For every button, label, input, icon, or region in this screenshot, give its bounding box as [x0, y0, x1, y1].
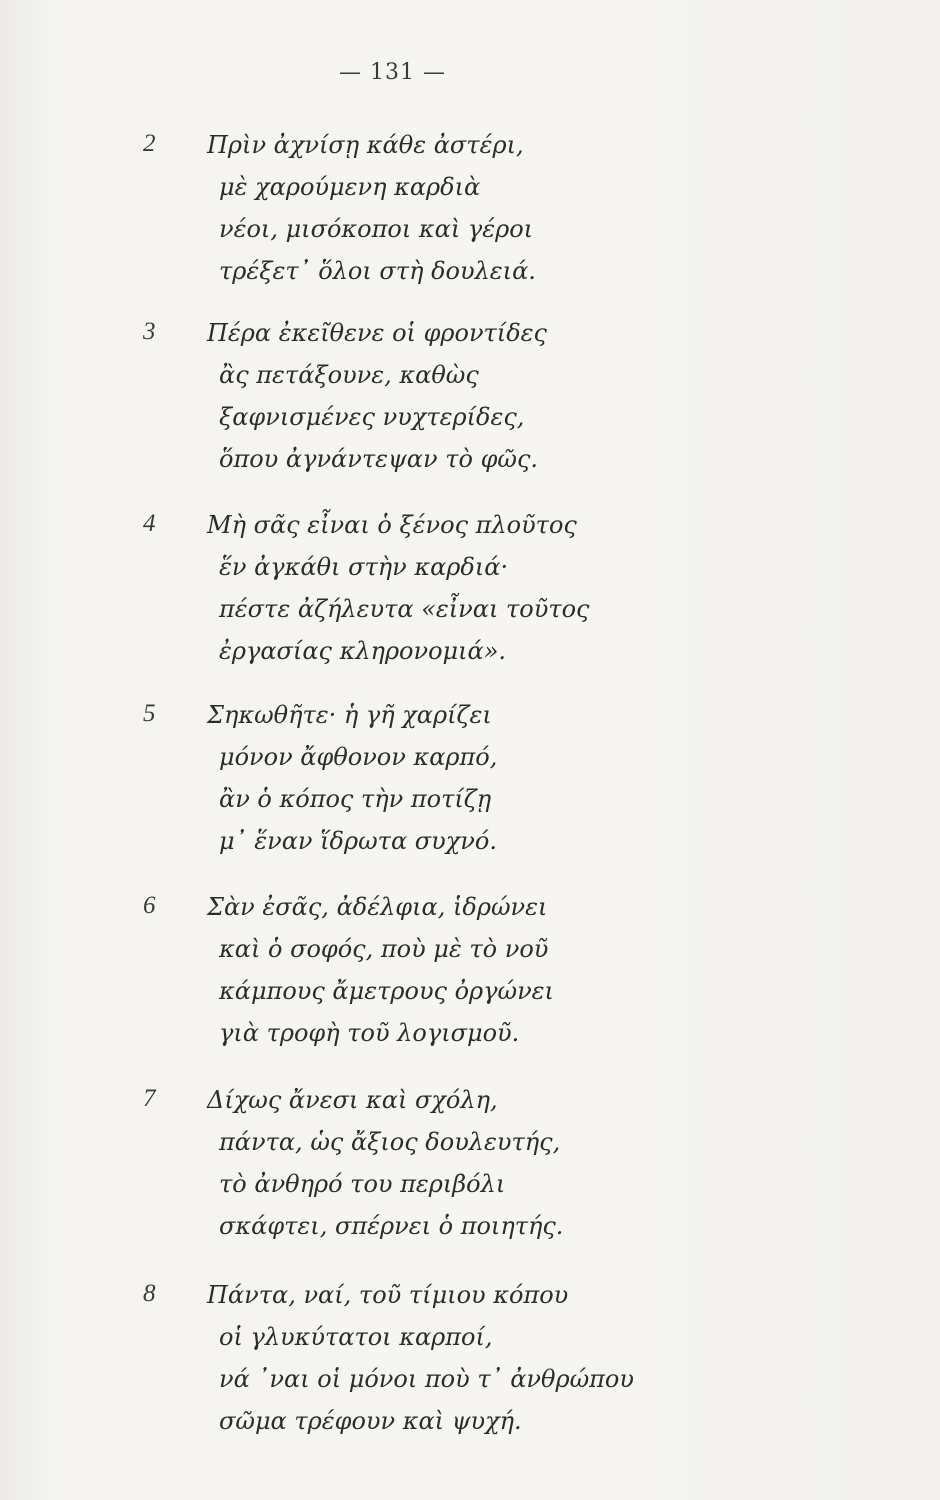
poem-line: μὲ χαρούμενη καρδιὰ	[219, 173, 481, 201]
poem-line: γιὰ τροφὴ τοῦ λογισμοῦ.	[219, 1019, 520, 1047]
poem-line: σῶμα τρέφουν καὶ ψυχή.	[219, 1407, 522, 1435]
stanza-number: 8	[143, 1280, 156, 1307]
poem-line: ἂν ὁ κόπος τὴν ποτίζῃ	[219, 785, 492, 813]
page-number: — 131 —	[339, 60, 446, 85]
poem-line: ὅπου ἀγνάντεψαν τὸ φῶς.	[219, 445, 539, 473]
poem-line: τρέξετ᾿ ὅλοι στὴ δουλειά.	[219, 257, 536, 285]
poem-line: Πρὶν ἀχνίσῃ κάθε ἀστέρι,	[207, 131, 524, 159]
poem-line: μ᾿ ἕναν ἵδρωτα συχνό.	[219, 827, 497, 855]
poem-line: τὸ ἀνθηρό του περιβόλι	[219, 1170, 506, 1198]
poem-line: ἕν ἀγκάθι στὴν καρδιά·	[219, 553, 509, 581]
poem-line: οἱ γλυκύτατοι καρποί,	[219, 1323, 493, 1351]
poem-line: ἂς πετάξουνε, καθὼς	[219, 361, 479, 389]
poem-line: Πέρα ἐκεῖθενε οἱ φροντίδες	[207, 319, 547, 347]
poem-line: νέοι, μισόκοποι καὶ γέροι	[219, 215, 534, 243]
poem-line: κάμπους ἄμετρους ὀργώνει	[219, 977, 554, 1005]
poem-line: Σηκωθῆτε· ἡ γῆ χαρίζει	[207, 701, 492, 729]
stanza-number: 2	[143, 130, 156, 157]
poem-line: νά ᾿ναι οἱ μόνοι ποὺ τ᾿ ἀνθρώπου	[219, 1365, 634, 1393]
stanza-number: 5	[143, 700, 156, 727]
poem-line: καὶ ὁ σοφός, ποὺ μὲ τὸ νοῦ	[219, 935, 549, 963]
stanza-number: 4	[143, 510, 156, 537]
poem-line: Μὴ σᾶς εἶναι ὁ ξένος πλοῦτος	[207, 511, 577, 539]
poem-line: πάντα, ὡς ἄξιος δουλευτής,	[219, 1128, 561, 1156]
poem-line: Δίχως ἄνεσι καὶ σχόλη,	[207, 1086, 498, 1114]
poem-line: Πάντα, ναί, τοῦ τίμιου κόπου	[207, 1281, 569, 1309]
poem-line: ξαφνισμένες νυχτερίδες,	[219, 403, 525, 431]
poem-line: ἐργασίας κληρονομιά».	[219, 637, 507, 665]
poem-line: πέστε ἀζήλευτα «εἶναι τοῦτος	[219, 595, 590, 623]
stanza-number: 6	[143, 892, 156, 919]
poem-line: Σὰν ἐσᾶς, ἀδέλφια, ἱδρώνει	[207, 893, 548, 921]
poem-line: μόνον ἄφθονον καρπό,	[219, 743, 498, 771]
poem-line: σκάφτει, σπέρνει ὁ ποιητής.	[219, 1212, 564, 1240]
stanza-number: 7	[143, 1085, 156, 1112]
stanza-number: 3	[143, 318, 156, 345]
